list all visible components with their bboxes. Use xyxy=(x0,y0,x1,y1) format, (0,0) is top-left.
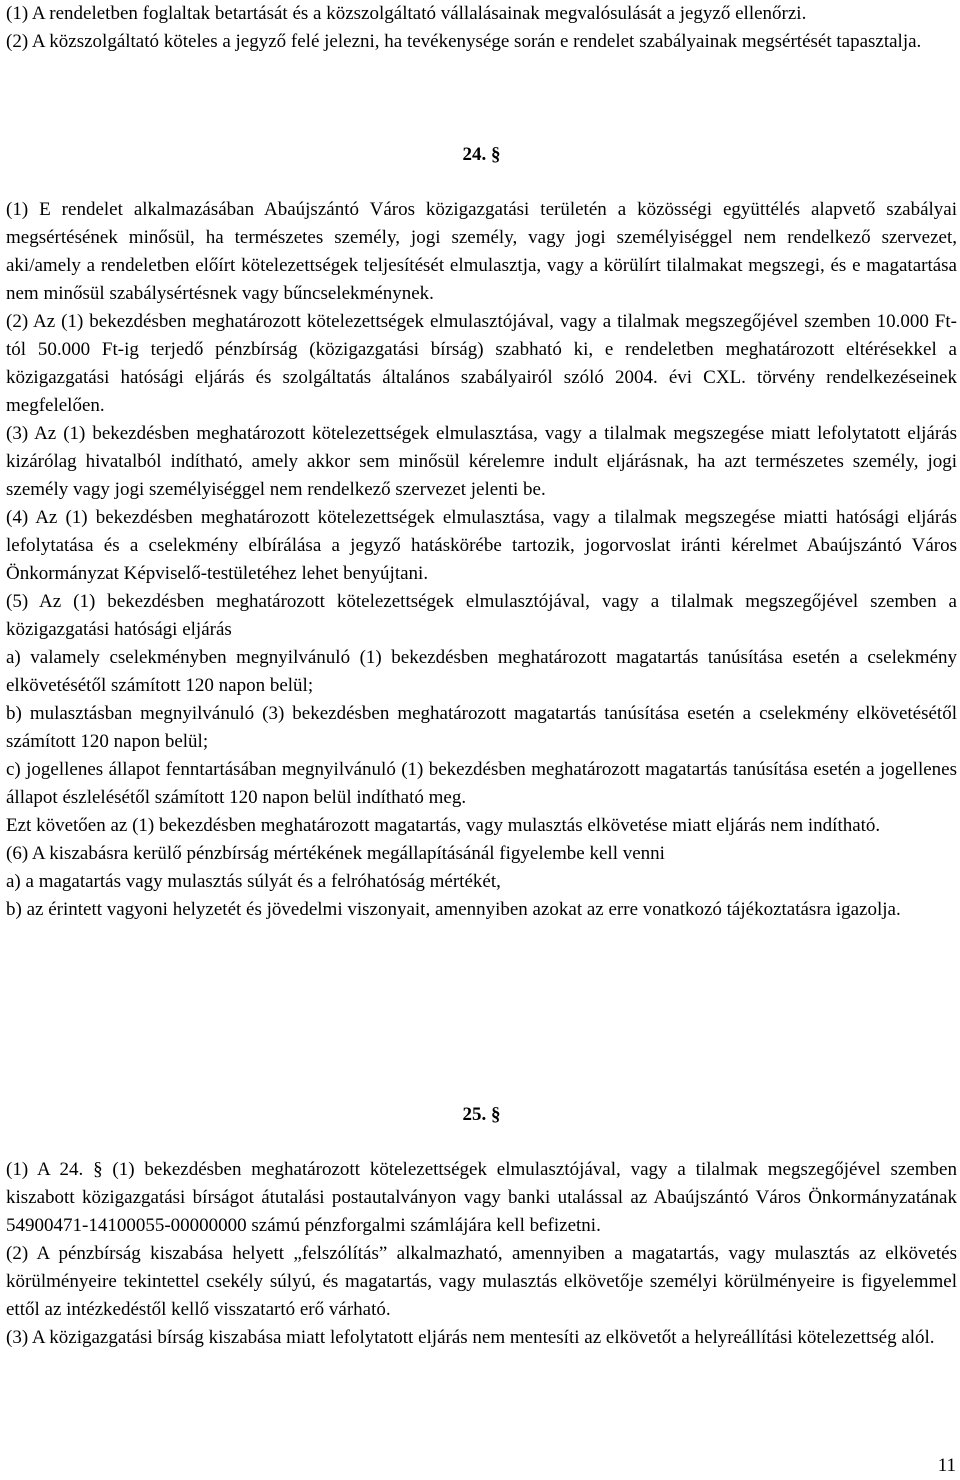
s24-paragraph-5: (5) Az (1) bekezdésben meghatározott kötelezettségek elmulasztójával, vagy a tilalmak megszegőjével szemben a közigazgatási hatósági eljárás xyxy=(6,591,957,640)
section-25-heading-block xyxy=(6,1101,957,1129)
s24-item-6a: a) a magatartás vagy mulasztás súlyát és a felróhatóság mértékét, xyxy=(6,871,501,892)
section-24-body xyxy=(6,196,957,924)
s25-paragraph-1: (1) A 24. § (1) bekezdésben meghatározott kötelezettségek elmulasztójával, vagy a tilalmak megszegőjével szemben kiszabott közigazgatási bírságot átutalási postautalványon vagy banki utalással az Abaújszántó Város Önkormányzatának 54900471-14100055-00000000 számú pénzforgalmi számlájára kell befizetni. xyxy=(6,1159,957,1236)
s24-paragraph-2: (2) Az (1) bekezdésben meghatározott kötelezettségek elmulasztójával, vagy a tilalmak megszegőjével szemben 10.000 Ft-tól 50.000 Ft-ig terjedő pénzbírság (közigazgatási bírság) szabható ki, e rendeletben meghatározott eltérésekkel a közigazgatási hatósági eljárás és szolgáltatás általános szabályairól szóló 2004. évi CXL. törvény rendelkezéseinek megfelelően. xyxy=(6,311,957,416)
paragraph-2: (2) A közszolgáltató köteles a jegyző felé jelezni, ha tevékenysége során e rendelet szabályainak megsértését tapasztalja. xyxy=(6,31,922,52)
s24-paragraph-after-items: Ezt követően az (1) bekezdésben meghatározott magatartás, vagy mulasztás elkövetése miatt eljárás nem indítható. xyxy=(6,815,881,836)
section-24-heading-block xyxy=(6,141,957,169)
section-25-body xyxy=(6,1156,957,1352)
s24-item-c: c) jogellenes állapot fenntartásában megnyilvánuló (1) bekezdésben meghatározott magatartás tanúsítása esetén a jogellenes állapot észlelésétől számított 120 napon belül indítható meg. xyxy=(6,759,957,808)
s24-paragraph-6: (6) A kiszabásra kerülő pénzbírság mértékének megállapításánál figyelembe kell venni xyxy=(6,843,665,864)
s24-item-b: b) mulasztásban megnyilvánuló (3) bekezdésben meghatározott magatartás tanúsítása esetén a cselekmény elkövetésétől számított 120 napon belül; xyxy=(6,703,957,752)
s24-paragraph-4: (4) Az (1) bekezdésben meghatározott kötelezettségek elmulasztása, vagy a tilalmak megszegése miatti hatósági eljárás lefolytatása és a cselekmény elbírálása a jegyző hatáskörébe tartozik, jogorvoslat iránti kérelmet Abaújszántó Város Önkormányzat Képviselő-testületéhez lehet benyújtani. xyxy=(6,507,957,584)
s24-paragraph-1: (1) E rendelet alkalmazásában Abaújszántó Város közigazgatási területén a közösségi együttélés alapvető szabályai megsértésének minősül, ha természetes személy, jogi személy, vagy jogi személyiséggel nem rendelkező szervezet, aki/amely a rendeletben előírt kötelezettségek teljesítését elmulasztja, vagy a körülírt tilalmakat megszegi, és e magatartása nem minősül szabálysértésnek vagy bűncselekménynek. xyxy=(6,199,957,304)
paragraph-1: (1) A rendeletben foglaltak betartását és a közszolgáltató vállalásainak megvalósulását a jegyző ellenőrzi. xyxy=(6,3,807,24)
s25-paragraph-3: (3) A közigazgatási bírság kiszabása miatt lefolytatott eljárás nem mentesíti az elkövetőt a helyreállítási kötelezettség alól. xyxy=(6,1327,935,1348)
section-24-heading: 24. § xyxy=(462,144,501,165)
page-number: 11 xyxy=(937,1455,956,1476)
s24-paragraph-3: (3) Az (1) bekezdésben meghatározott kötelezettségek elmulasztása, vagy a tilalmak megszegése miatt lefolytatott eljárás kizárólag hivatalból indítható, amely akkor sem minősül kérelemre indult eljárásnak, ha azt természetes személy, jogi személy vagy jogi személyiséggel nem rendelkező szervezet jelenti be. xyxy=(6,423,957,500)
s24-item-6b: b) az érintett vagyoni helyzetét és jövedelmi viszonyait, amennyiben azokat az erre vonatkozó tájékoztatásra igazolja. xyxy=(6,899,901,920)
section-25-heading: 25. § xyxy=(462,1104,501,1125)
top-section xyxy=(6,0,957,56)
s24-item-a: a) valamely cselekményben megnyilvánuló (1) bekezdésben meghatározott magatartás tanúsítása esetén a cselekmény elkövetésétől számított 120 napon belül; xyxy=(6,647,957,696)
s25-paragraph-2: (2) A pénzbírság kiszabása helyett „felszólítás” alkalmazható, amennyiben a magatartás, vagy mulasztás az elkövetés körülményeire tekintettel csekély súlyú, és magatartás, vagy mulasztás elkövetője személyi körülményeire is figyelemmel ettől az intézkedéstől kellő visszatartó erő várható. xyxy=(6,1243,957,1320)
